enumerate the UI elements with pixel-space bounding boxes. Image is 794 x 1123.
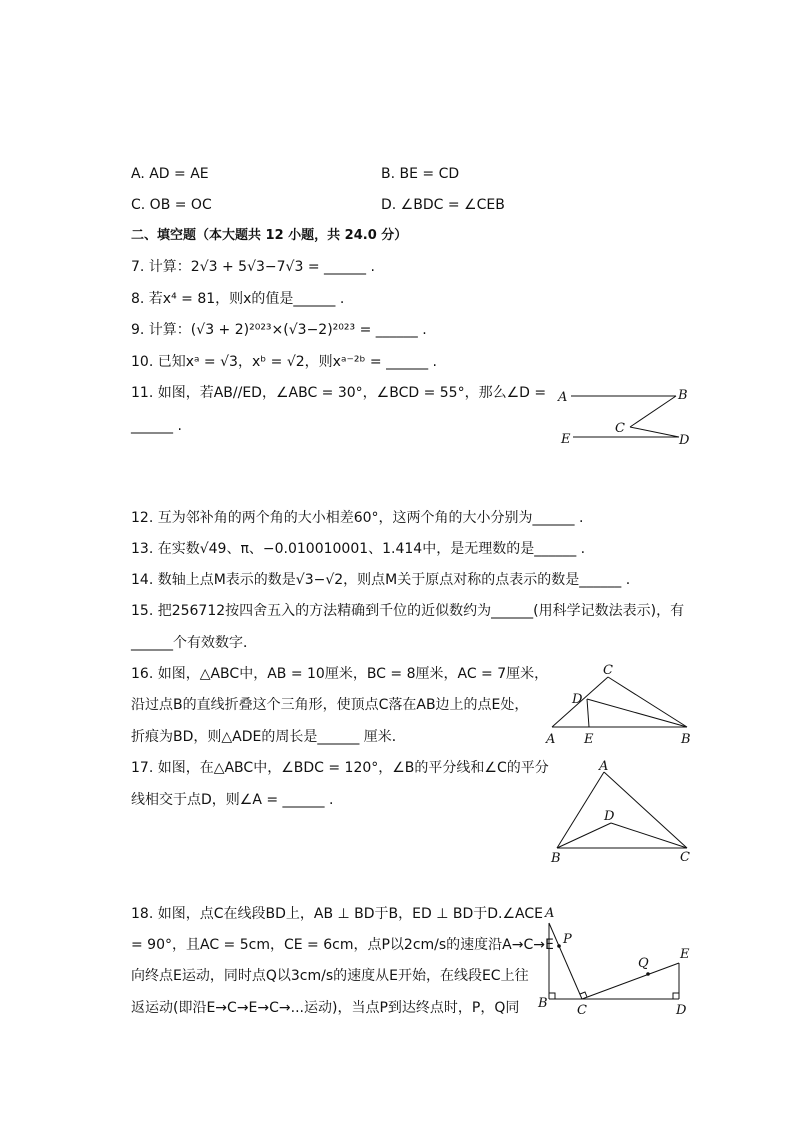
question-17-line-2: 线相交于点D，则∠A = ______ . — [131, 792, 334, 808]
fig18-label-e: E — [680, 947, 690, 962]
fig16-label-e: E — [584, 732, 594, 747]
question-8: 8. 若x⁴ = 81，则x的值是______ . — [131, 291, 345, 307]
question-16-line-3: 折痕为BD，则△ADE的周长是______ 厘米． — [131, 729, 406, 745]
fig17-label-b: B — [551, 851, 561, 866]
fig16-label-c: C — [603, 663, 613, 678]
fig18-label-d: D — [676, 1003, 687, 1018]
fig16-label-b: B — [681, 732, 691, 747]
question-12: 12. 互为邻补角的两个角的大小相差60°，这两个角的大小分别为______ . — [131, 510, 584, 526]
fig18-label-a: A — [545, 906, 555, 921]
option-b: B. BE = CD — [381, 166, 460, 182]
fig18-label-c: C — [577, 1003, 587, 1018]
option-a: A. AD = AE — [131, 166, 209, 182]
question-18-line-1: 18. 如图，点C在线段BD上，AB ⊥ BD于B，ED ⊥ BD于D.∠ACE — [131, 906, 543, 922]
question-7: 7. 计算：2√3 + 5√3−7√3 = ______ . — [131, 259, 375, 275]
question-10: 10. 已知xᵃ = √3，xᵇ = √2，则xᵃ⁻²ᵇ = ______ . — [131, 354, 437, 370]
option-c: C. OB = OC — [131, 197, 212, 213]
fig18-label-p: P — [563, 932, 572, 947]
fig11-label-a: A — [558, 390, 568, 405]
question-13: 13. 在实数√49、π、−0.010010001、1.414中，是无理数的是______ . — [131, 541, 586, 557]
fig17-label-c: C — [680, 850, 690, 865]
fig11-label-c: C — [615, 421, 625, 436]
question-14: 14. 数轴上点M表示的数是√3−√2，则点M关于原点对称的点表示的数是______ . — [131, 572, 631, 588]
fig18-label-b: B — [538, 996, 548, 1011]
question-15-line-2: ______个有效数字． — [131, 635, 257, 651]
fig11-label-d: D — [679, 433, 690, 448]
figure-q11 — [555, 382, 695, 452]
question-16-line-2: 沿过点B的直线折叠这个三角形，使顶点C落在AB边上的点E处， — [131, 697, 529, 713]
question-9: 9. 计算：(√3 + 2)²⁰²³×(√3−2)²⁰²³ = ______ . — [131, 322, 427, 338]
question-11-line-2: ______ . — [131, 418, 182, 434]
option-d: D. ∠BDC = ∠CEB — [381, 197, 505, 213]
figure-q17 — [545, 758, 700, 870]
fig16-label-a: A — [546, 732, 556, 747]
question-15-line-1: 15. 把256712按四舍五入的方法精确到千位的近似数约为______(用科学记数法表示)，有 — [131, 603, 685, 619]
question-18-line-4: 返运动(即沿E→C→E→C→...运动)，当点P到达终点时，P，Q同 — [131, 1000, 520, 1016]
section-heading: 二、填空题（本大题共 12 小题，共 24.0 分） — [131, 228, 408, 243]
fig18-label-q: Q — [638, 956, 649, 971]
question-18-line-3: 向终点E运动，同时点Q以3cm/s的速度从E开始，在线段EC上往 — [131, 968, 529, 984]
fig16-label-d: D — [572, 692, 583, 707]
question-16-line-1: 16. 如图，△ABC中，AB = 10厘米，BC = 8厘米，AC = 7厘米， — [131, 666, 549, 682]
question-18-line-2: = 90°，且AC = 5cm，CE = 6cm，点P以2cm/s的速度沿A→C→E — [131, 937, 554, 953]
question-17-line-1: 17. 如图，在△ABC中，∠BDC = 120°，∠B的平分线和∠C的平分 — [131, 760, 549, 776]
question-11-line-1: 11. 如图，若AB//ED，∠ABC = 30°，∠BCD = 55°，那么∠D = — [131, 385, 547, 401]
figure-q16 — [540, 663, 700, 749]
fig11-label-b: B — [678, 388, 688, 403]
fig17-label-a: A — [599, 759, 609, 774]
figure-q18 — [535, 903, 695, 1018]
fig11-label-e: E — [561, 432, 571, 447]
fig17-label-d: D — [604, 809, 615, 824]
